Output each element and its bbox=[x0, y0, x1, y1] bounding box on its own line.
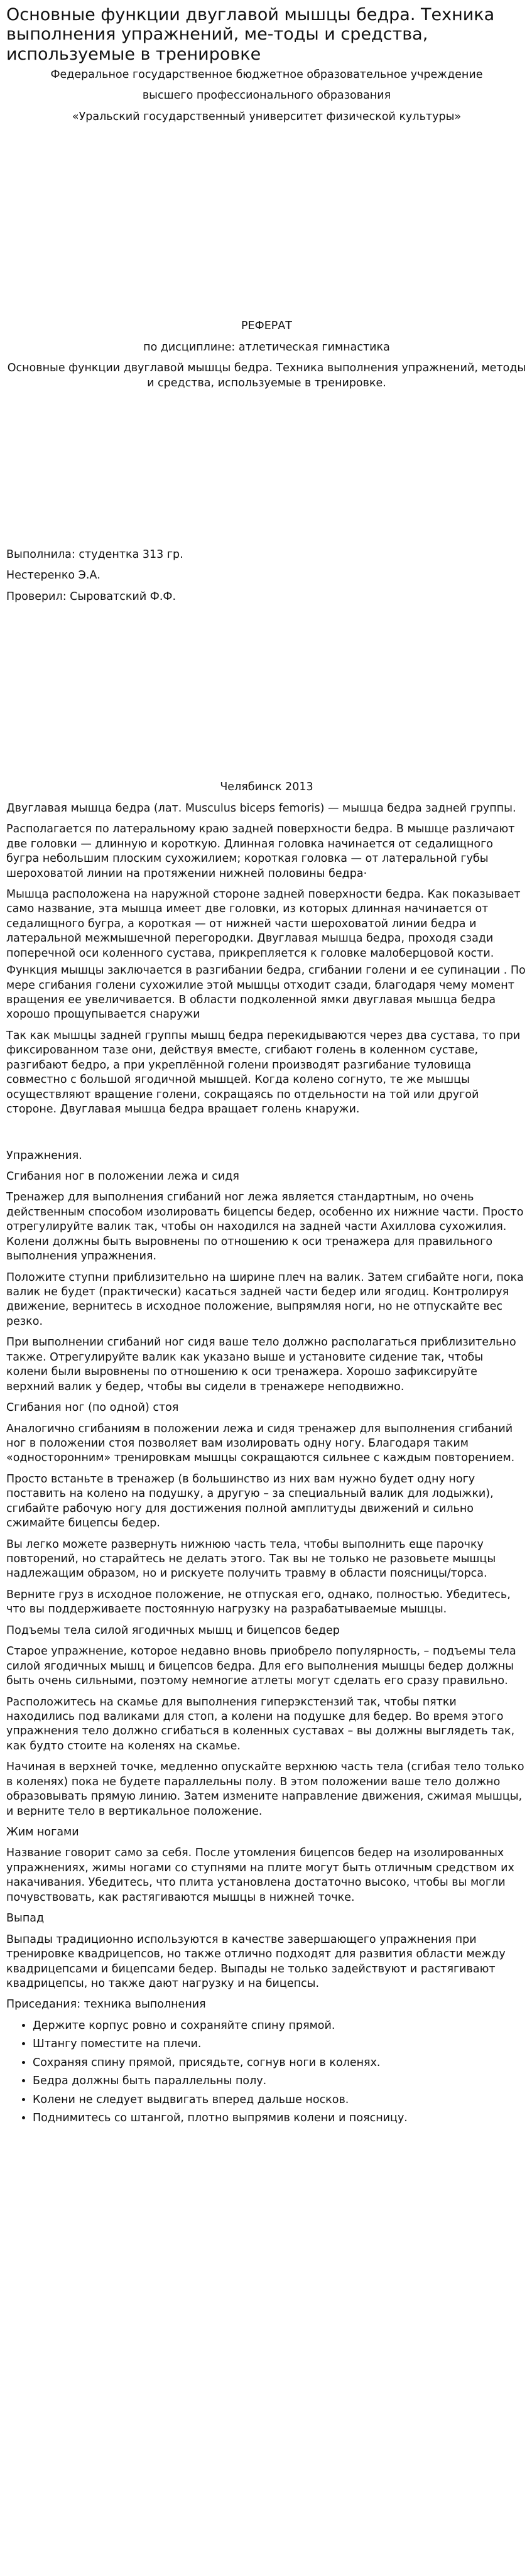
section-heading: Подъемы тела силой ягодичных мышц и бицепсов бедер bbox=[6, 1624, 340, 1637]
section-heading: Выпад bbox=[6, 1912, 45, 1925]
intro-paragraph: Двуглавая мышца бедра (лат. Musculus biceps femoris) — мышца бедра задней группы. bbox=[6, 802, 516, 815]
section-paragraph: Верните груз в исходное положение, не отпуская его, однако, полностью. Убедитесь, что вы поддерживаете постоянную нагрузку на разрабатываемые мышцы. bbox=[6, 1588, 511, 1616]
section-paragraph: Положите ступни приблизительно на ширине плеч на валик. Затем сгибайте ноги, пока валик не будет (практически) касаться задней части бедер или ягодиц. Контролируя движение, вернитесь в исходное положение, выпрямляя ноги, но не отпускайте вес резко. bbox=[6, 1271, 524, 1328]
section-paragraph: Выпады традиционно используются в качестве завершающего упражнения при тренировке квадрицепсов, но также отлично подходят для развития области между квадрицепсами и бицепсами бедер. Выпады не только задействуют и растягивают квадрицепсы, но также дают нагрузку и на бицепсы. bbox=[6, 1933, 506, 1990]
list-item: • Держите корпус ровно и сохраняйте спину прямой. bbox=[33, 2019, 527, 2033]
city-year: Челябинск 2013 bbox=[220, 781, 313, 794]
report-label: РЕФЕРАТ bbox=[241, 320, 292, 333]
intro-paragraph: Мышца расположена на наружной стороне задней поверхности бедра. Как показывает само название, эта мышца имеет две головки, из которых длинная начинается от седалищного бугра, а короткая — от нижней части шероховатой линии бедра и латеральной межмышечной перегородки. Двуглавая мышца бедра, проходя сзади поперечной оси коленного сустава, прикрепляется к головке малоберцовой кости. bbox=[6, 888, 521, 960]
intro-paragraph: Функция мышцы заключается в разгибании бедра, сгибании голени и ее супинации . По мере сгибания голени сухожилие этой мышцы отходит сзади, благодаря чему момент вращения ее увеличивается. В области подколенной ямки двуглавая мышца бедра хорошо прощупывается снаружи bbox=[6, 964, 526, 1021]
intro-paragraph: Располагается по латеральному краю задней поверхности бедра. В мышце различают две головки — длинную и короткую. Длинная головка начинается от седалищного бугра небольшим плоским сухожилием; короткая головка — от латеральной губы шероховатой линии на протяжении нижней половины бедра· bbox=[6, 823, 515, 880]
report-topic: Основные функции двуглавой мышцы бедра. Техника выполнения упражнений, методы и средства, используемые в тренировке. bbox=[7, 362, 526, 389]
exercises-heading: Упражнения. bbox=[6, 1149, 82, 1162]
page-title: Основные функции двуглавой мышцы бедра. Техника выполнения упражнений, ме-тоды и средства, используемые в тренировке bbox=[6, 5, 495, 64]
section-paragraph: При выполнении сгибаний ног сидя ваше тело должно располагаться приблизительно также. Отрегулируйте валик как указано выше и установите сидение так, чтобы колени были выровнены по отношению к оси тренажера. Хорошо зафиксируйте верхний валик у бедер, чтобы вы сидели в тренажере неподвижно. bbox=[6, 1336, 516, 1393]
author-checked: Проверил: Сыроватский Ф.Ф. bbox=[6, 590, 176, 603]
list-item: • Поднимитесь со штангой, плотно выпрямив колени и поясницу. bbox=[33, 2111, 527, 2126]
section-heading: Приседания: техника выполнения bbox=[6, 1998, 206, 2011]
section-heading: Сгибания ног (по одной) стоя bbox=[6, 1401, 179, 1415]
list-item: • Колени не следует выдвигать вперед дальше носков. bbox=[33, 2093, 527, 2107]
list-item: • Сохраняя спину прямой, присядьте, согнув ноги в коленях. bbox=[33, 2056, 527, 2070]
section-paragraph: Старое упражнение, которое недавно вновь приобрело популярность, – подъемы тела силой ягодичных мышц и бицепсов бедра. Для его выполнения мышцы бедер должны быть очень сильными, поэтому немногие атлеты могут сделать его сразу правильно. bbox=[6, 1645, 516, 1688]
section-paragraph: Вы легко можете развернуть нижнюю часть тела, чтобы выполнить еще парочку повторений, но старайтесь не делать этого. Так вы не только не разовьете мышцы надлежащим образом, но и рискуете получить травму в области поясницы/торса. bbox=[6, 1538, 496, 1580]
section-paragraph: Название говорит само за себя. После утомления бицепсов бедер на изолированных упражнениях, жимы ногами со ступнями на плите могут быть отличным средством их накачивания. Убедитесь, что плита установлена достаточно высоко, чтобы вы могли почувствовать, как растягиваются мышцы в нижней точке. bbox=[6, 1847, 514, 1904]
intro-paragraph: Так как мышцы задней группы мышц бедра перекидываются через два сустава, то при фиксированном тазе они, действуя вместе, сгибают голень в коленном суставе, разгибают бедро, а при укреплённой голени производят разгибание туловища совместно с большой ягодичной мышцей. Когда колено согнуто, те же мышцы осуществляют вращение голени, сокращаясь по отдельности на той или другой стороне. Двуглавая мышца бедра вращает голень кнаружи. bbox=[6, 1029, 521, 1116]
section-paragraph: Аналогично сгибаниям в положении лежа и сидя тренажер для выполнения сгибаний ног в положении стоя позволяет вам изолировать одну ногу. Благодаря таким «односторонним» тренировкам мышцы сокращаются сильнее с каждым повторением. bbox=[6, 1422, 515, 1465]
section-paragraph: Тренажер для выполнения сгибаний ног лежа является стандартным, но очень действенным способом изолировать бицепсы бедер, особенно их нижние части. Просто отрегулируйте валик так, чтобы он находился на задней части Ахиллова сухожилия. Колени должны быть выровнены по отношению к оси тренажера для правильного выполнения упражнения. bbox=[6, 1191, 524, 1263]
section-heading: Жим ногами bbox=[6, 1826, 79, 1839]
list-item: • Бедра должны быть параллельны полу. bbox=[33, 2074, 527, 2089]
section-heading: Сгибания ног в положении лежа и сидя bbox=[6, 1170, 239, 1183]
squat-technique-list bbox=[6, 2019, 527, 2126]
institution-line-3: «Уральский государственный университет физической культуры» bbox=[72, 110, 462, 123]
section-paragraph: Расположитесь на скамье для выполнения гиперэкстензий так, чтобы пятки находились под валиками для стоп, а колени на подушке для бедер. Во время этого упражнения тело должно сгибаться в коленных суставах – вы должны выглядеть так, как будто стоите на коленях на скамье. bbox=[6, 1695, 515, 1753]
author-name: Нестеренко Э.А. bbox=[6, 569, 100, 582]
institution-line-1: Федеральное государственное бюджетное образовательное учреждение bbox=[50, 68, 483, 81]
section-paragraph: Просто встаньте в тренажер (в большинство из них вам нужно будет одну ногу поставить на колено на подушку, а другую – за специальный валик для лодыжки), сгибайте рабочую ногу для достижения полной амплитуды движений и сильно сжимайте бицепсы бедер. bbox=[6, 1472, 494, 1530]
list-item: • Штангу поместите на плечи. bbox=[33, 2037, 527, 2052]
author-performed: Выполнила: студентка 313 гр. bbox=[6, 548, 183, 561]
section-paragraph: Начиная в верхней точке, медленно опускайте верхнюю часть тела (сгибая тело только в коленях) пока не будете параллельны полу. В этом положении ваше тело должно образовывать прямую линию. Затем измените направление движения, сжимая мышцы, и верните тело в вертикальное положение. bbox=[6, 1761, 524, 1818]
report-discipline: по дисциплине: атлетическая гимнастика bbox=[143, 340, 390, 354]
institution-line-2: высшего профессионального образования bbox=[142, 89, 391, 102]
